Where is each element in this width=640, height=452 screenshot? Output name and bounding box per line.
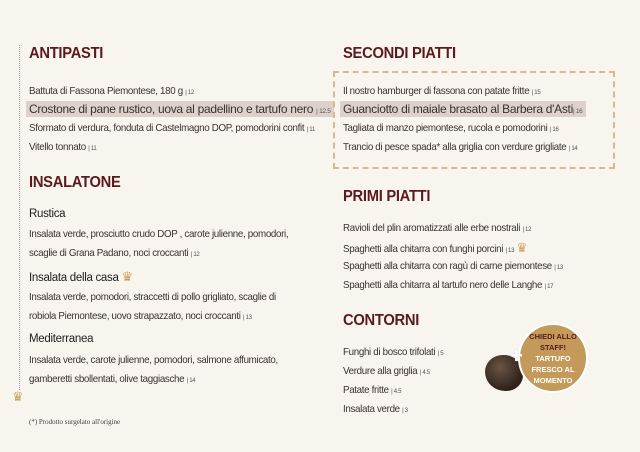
menu-item: Spaghetti alla chitarra al tartufo nero delle Langhe | 17	[343, 279, 554, 291]
dotted-divider	[19, 45, 20, 390]
salad-name: Insalata della casa ♛	[29, 269, 133, 284]
salad-description: Insalata verde, carote julienne, pomodori, salmone affumicato,	[29, 354, 278, 366]
salad-description: Insalata verde, prosciutto crudo DOP , carote julienne, pomodori,	[29, 228, 289, 240]
menu-item: Funghi di bosco trifolati | 5	[343, 346, 444, 358]
insalatone-heading: INSALATONE	[29, 174, 121, 191]
contorni-heading: CONTORNI	[343, 312, 420, 329]
menu-item: Spaghetti alla chitarra con funghi porcini | 13 ♛	[343, 240, 528, 255]
truffle-badge: CHIEDI ALLO STAFF! TARTUFO FRESCO AL MOMENTO	[518, 323, 588, 393]
secondi-heading: SECONDI PIATTI	[343, 45, 456, 62]
crown-icon: ♛	[12, 389, 24, 404]
salad-name: Mediterranea	[29, 333, 94, 345]
menu-item: Ravioli del plin aromatizzati alle erbe nostrali | 12	[343, 222, 532, 234]
salad-description: robiola Piemontese, uovo strapazzato, noci croccanti | 13	[29, 310, 252, 322]
plus-icon: +	[510, 343, 523, 368]
menu-item: Vitello tonnato | 11	[29, 141, 97, 153]
salad-description: Insalata verde, pomodori, straccetti di pollo grigliato, scaglie di	[29, 291, 276, 303]
menu-item: Battuta di Fassona Piemontese, 180 g | 12	[29, 85, 194, 97]
salad-description: gamberetti sbollentati, olive taggiasche | 14	[29, 373, 196, 385]
menu-item-highlighted: Crostone di pane rustico, uova al padellino e tartufo nero | 12.5	[26, 101, 334, 117]
menu-item: Tagliata di manzo piemontese, rucola e pomodorini | 16	[343, 122, 559, 134]
menu-item: Verdure alla griglia | 4.5	[343, 365, 430, 377]
menu-item: Trancio di pesce spada* alla griglia con verdure grigliate | 14	[343, 141, 578, 153]
primi-heading: PRIMI PIATTI	[343, 188, 431, 205]
menu-item-highlighted: Guanciotto di maiale brasato al Barbera d'Asti| 16	[340, 101, 586, 117]
salad-name: Rustica	[29, 208, 66, 220]
menu-item: Sformato di verdura, fonduta di Castelmagno DOP, pomodorini confit | 11	[29, 122, 315, 134]
salad-description: scaglie di Grana Padano, noci croccanti | 12	[29, 247, 200, 259]
antipasti-heading: ANTIPASTI	[29, 45, 104, 62]
footnote: (*) Prodotto surgelato all'origine	[29, 418, 121, 426]
crown-icon: ♛	[121, 269, 133, 284]
menu-item: Spaghetti alla chitarra con ragù di carne piemontese | 13	[343, 260, 563, 272]
menu-item: Patate fritte | 4.5	[343, 384, 402, 396]
menu-item: Il nostro hamburger di fassona con patate fritte | 15	[343, 85, 541, 97]
menu-item: Insalata verde | 3	[343, 403, 408, 415]
crown-icon: ♛	[516, 240, 528, 255]
